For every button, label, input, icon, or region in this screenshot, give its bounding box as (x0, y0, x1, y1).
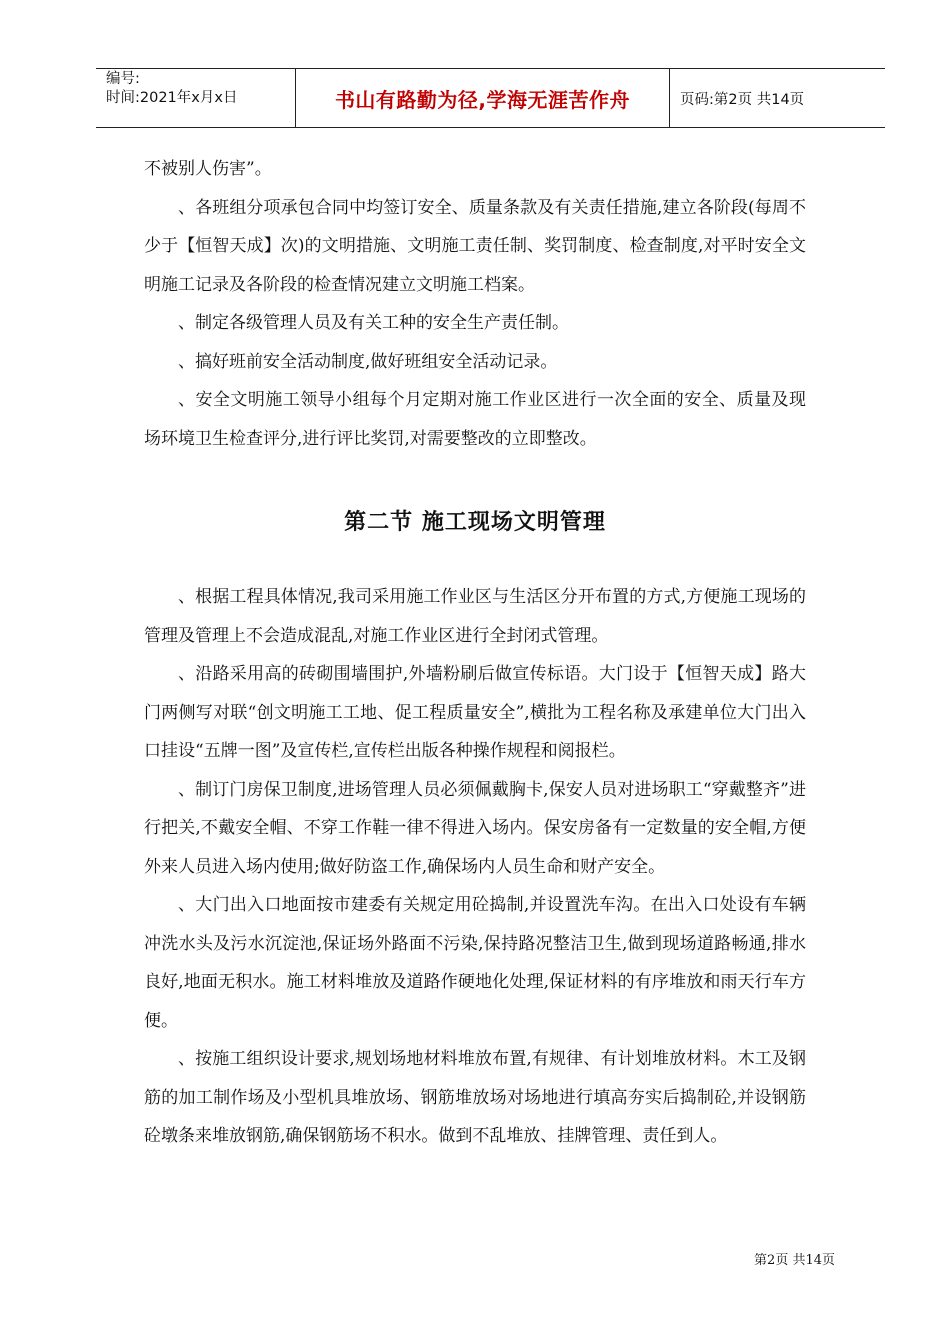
header-page-info: 页码:第2页 共14页 (680, 91, 805, 108)
paragraph: 、安全文明施工领导小组每个月定期对施工作业区进行一次全面的安全、质量及现场环境卫生检查评分,进行评比奖罚,对需要整改的立即整改。 (144, 390, 806, 449)
paragraph: 、制定各级管理人员及有关工种的安全生产责任制。 (178, 313, 569, 333)
header-page-cell (670, 69, 885, 127)
paragraph: 、根据工程具体情况,我司采用施工作业区与生活区分开布置的方式,方便施工现场的管理及管理上不会造成混乱,对施工作业区进行全封闭式管理。 (144, 587, 806, 646)
paragraph: 、按施工组织设计要求,规划场地材料堆放布置,有规律、有计划堆放材料。木工及钢筋的加工制作场及小型机具堆放场、钢筋堆放场对场地进行填高夯实后捣制砼,并设钢筋砼墩条来堆放钢筋,确保钢筋场不积水。做到不乱堆放、挂牌管理、责任到人。 (144, 1049, 806, 1146)
page-header (96, 68, 885, 128)
paragraph: 、搞好班前安全活动制度,做好班组安全活动记录。 (178, 351, 558, 372)
header-meta (96, 69, 296, 127)
paragraph: 、大门出入口地面按市建委有关规定用砼捣制,并设置洗车沟。在出入口处设有车辆冲洗水头及污水沉淀池,保证场外路面不污染,保持路况整洁卫生,做到现场道路畅通,排水良好,地面无积水。施工材料堆放及道路作硬地化处理,保证材料的有序堆放和雨天行车方便。 (144, 895, 806, 1031)
paragraph: 、制订门房保卫制度,进场管理人员必须佩戴胸卡,保安人员对进场职工“穿戴整齐”进行把关,不戴安全帽、不穿工作鞋一律不得进入场内。保安房备有一定数量的安全帽,方便外来人员进入场内使用;做好防盗工作,确保场内人员生命和财产安全。 (144, 779, 806, 877)
page-footer: 第2页 共14页 (754, 1253, 835, 1268)
paragraph: 、沿路采用高的砖砌围墙围护,外墙粉刷后做宣传标语。大门设于【恒智天成】路大门两侧写对联“创文明施工工地、促工程质量安全”,横批为工程名称及承建单位大门出入口挂设“五牌一图”及宣传栏,宣传栏出版各种操作规程和阅报栏。 (144, 664, 806, 761)
paragraph: 不被别人伤害”。 (144, 159, 272, 179)
section-2-body (144, 578, 806, 1156)
section-title: 第二节 施工现场文明管理 (344, 510, 606, 535)
header-motto: 书山有路勤为径,学海无涯苦作舟 (334, 87, 631, 112)
document-number-label: 编号: (106, 71, 140, 87)
paragraph: 、各班组分项承包合同中均签订安全、质量条款及有关责任措施,建立各阶段(每周不少于【恒智天成】次)的文明措施、文明施工责任制、奖罚制度、检查制度,对平时安全文明施工记录及各阶段的检查情况建立文明施工档案。 (144, 197, 806, 295)
section-1-body (144, 150, 806, 458)
document-time-label: 时间:2021年x月x日 (106, 90, 238, 106)
header-motto-cell (296, 69, 670, 127)
